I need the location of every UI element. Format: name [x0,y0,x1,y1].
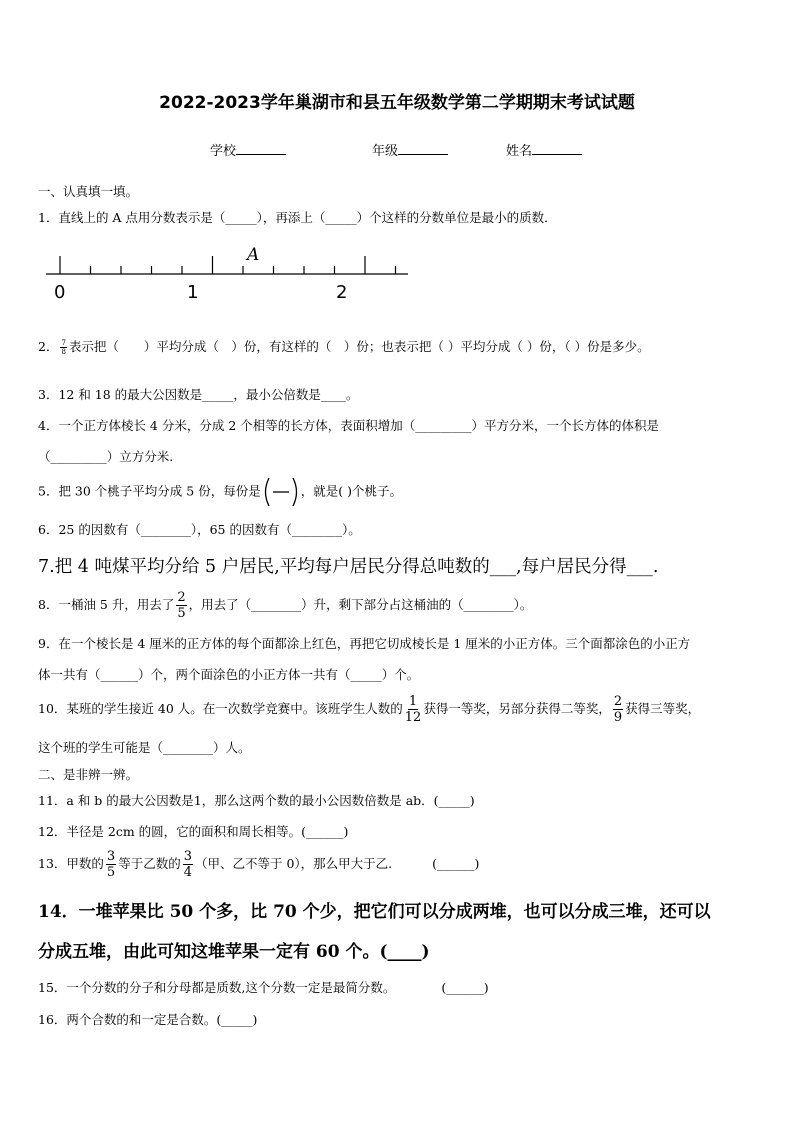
question-8-text-b: ，用去了（________）升，剩下部分占这桶油的（________）。 [188,597,533,612]
question-12: 12．半径是 2cm 的圆，它的面积和周长相等。(______) [38,824,349,839]
question-10-line-1 [38,694,700,725]
question-5-text-a: 5．把 30 个桃子平均分成 5 份，每份是 [38,483,261,499]
tick-label-0: 0 [54,282,66,303]
numerator: 1 [408,694,418,709]
question-13-text-a: 13．甲数的 [38,856,104,871]
name-field [506,140,582,159]
question-9-line-2: 体一共有（______）个，两个面涂色的小正方体一共有（_____）个。 [38,667,420,682]
point-a-label: A [247,245,260,265]
question-5 [38,476,402,508]
number-line [40,240,420,304]
numerator: 3 [106,849,116,864]
denominator: 8 [61,348,66,356]
question-8-text-a: 8．一桶油 5 升，用去了 [38,597,175,612]
question-3: 3．12 和 18 的最大公因数是_____，最小公倍数是____。 [38,387,359,402]
question-14-line-1: 14．一堆苹果比 50 个多，比 70 个少，把它们可以分成两堆，也可以分成三堆，还可以 [38,902,711,922]
question-11: 11．a 和 b 的最大公因数是1，那么这两个数的最小公因数倍数是 ab．(_____) [38,793,475,808]
school-label: 学校 [210,144,237,159]
question-10-text-b: 获得一等奖，另部分获得二等奖， [423,701,611,716]
tick-label-1: 1 [187,282,199,303]
fraction-2-9 [613,694,623,725]
question-14-line-2: 分成五堆，由此可知这堆苹果一定有 60 个。(____) [38,942,430,962]
name-blank[interactable] [532,142,582,155]
section-2-heading: 二、是非辨一辨。 [38,767,139,782]
question-16: 16．两个合数的和一定是合数。(_____) [38,1012,258,1027]
denominator: 5 [106,865,116,880]
school-field [210,140,286,159]
fraction-1-12 [405,694,422,725]
numerator: 2 [177,590,186,605]
grade-blank[interactable] [398,142,448,155]
question-13-text-b: 等于乙数的 [118,856,181,871]
numerator: 2 [613,694,623,709]
question-4-line-1: 4．一个正方体棱长 4 分米，分成 2 个相等的长方体，表面积增加（_________）平方分米，一个长方体的体积是 [38,418,660,433]
question-13 [38,849,479,880]
question-2-text: 表示把（ ）平均分成（ ）份，有这样的（ ）份；也表示把（ ）平均分成（ ）份，（ ）份是多少。 [68,339,650,354]
fraction-3-4 [183,849,193,880]
grade-field [372,140,448,159]
question-2-number: 2． [38,339,59,354]
question-10-text-a: 10．某班的学生接近 40 人。在一次数学竞赛中。该班学生人数的 [38,701,403,716]
section-1-heading: 一、认真填一填。 [38,184,139,199]
question-13-text-c: （甲、乙不等于 0），那么甲大于乙. [194,856,393,871]
name-label: 姓名 [506,144,533,159]
grade-label: 年级 [372,144,399,159]
question-1: 1．直线上的 A 点用分数表示是（_____），再添上（_____）个这样的分数单位是最小的质数． [38,210,557,225]
denominator: 5 [177,606,186,621]
tick-label-2: 2 [336,282,348,303]
school-blank[interactable] [236,142,286,155]
denominator: 12 [404,710,422,725]
fraction-7-8 [60,339,66,356]
page-title: 2022-2023学年巢湖市和县五年级数学第二学期期末考试试题 [159,93,635,113]
denominator: 4 [183,865,192,880]
question-10-text-c: 获得三等奖， [625,701,701,716]
fraction-2-5 [176,590,186,621]
question-13-answer: (______) [432,856,480,871]
fraction-3-5 [106,849,116,880]
question-15 [38,978,489,996]
denominator: 9 [613,710,623,725]
question-4-line-2: （_________）立方分米. [38,449,174,464]
question-9-line-1: 9．在一个棱长是 4 厘米的正方体的每个面都涂上红色，再把它切成棱长是 1 厘米的小正方体。三个面都涂色的小正方 [38,636,691,651]
numerator: 3 [183,849,192,864]
question-8 [38,590,532,621]
fraction-placeholder-icon [261,476,301,508]
question-7: 7.把 4 吨煤平均分给 5 户居民,平均每户居民分得总吨数的___,每户居民分得___. [38,557,659,577]
question-6: 6．25 的因数有（________），65 的因数有（________）。 [38,522,361,537]
numerator: 7 [61,339,66,347]
question-10-line-2: 这个班的学生可能是（________）人。 [38,740,251,755]
question-15-text: 15．一个分数的分子和分母都是质数,这个分数一定是最简分数。 [38,980,396,995]
question-15-answer: (______) [441,980,489,995]
question-5-text-b: ，就是( )个桃子。 [300,483,402,499]
question-2 [38,337,650,356]
